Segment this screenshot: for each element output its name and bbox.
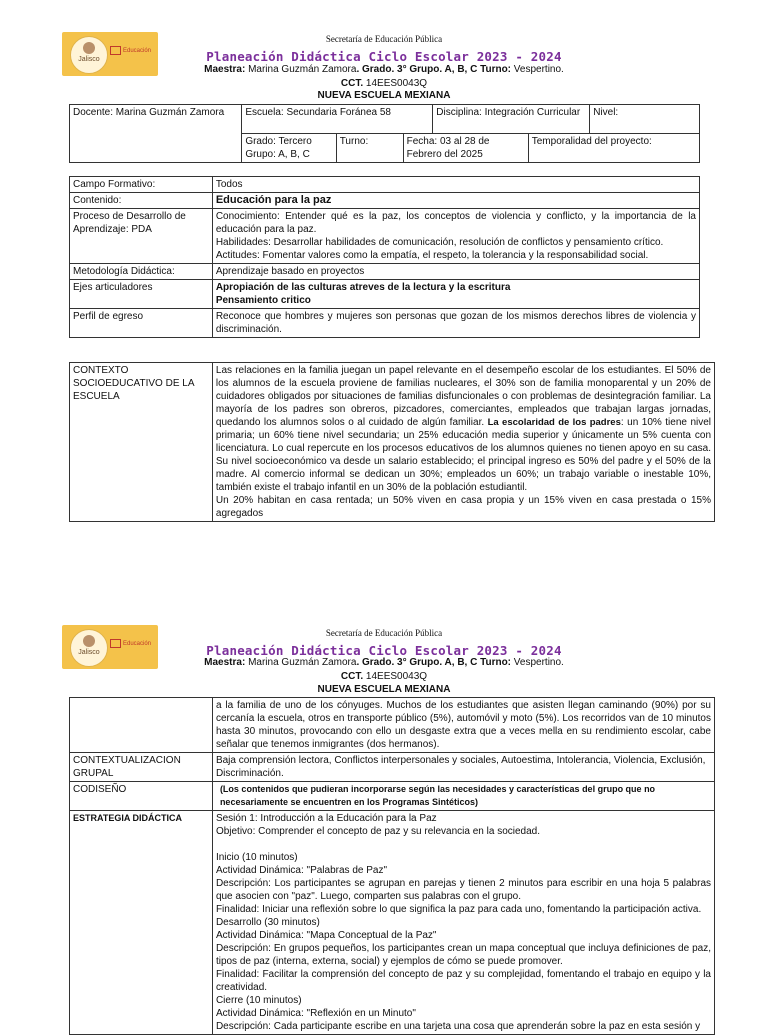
fecha-cell: Fecha: 03 al 28 de Febrero del 2025 [403,134,528,163]
temporalidad-cell: Temporalidad del proyecto: [528,134,699,163]
document-page-2 [0,590,768,1032]
document-title: Planeación Didáctica Ciclo Escolar 2023 - 2024 [206,643,562,658]
contexto-value: Las relaciones en la familia juegan un papel relevante en el desempeño escolar de los estudiantes. El 50% de los alumnos de la escuela proviene de familias nucleares, el 30% son de familia monoparental y un 20% de cuidadores obligados por situaciones de familias disfuncionales o con problemas de desintegración familiar. La mayoría de los padres son obreros, pizcadores, comerciantes, empleados que trabajan largas jornadas, quedando los alumnos solos o al cuidado de algún familiar. La escolaridad de los padres: un 10% tiene nivel primaria; un 60% tiene nivel secundaria; un 25% educación media superior y únicamente un 5% cuenta con licenciatura. Lo cual repercute en los procesos educativos de los alumnos quienes no tienen apoyo en su casa. Su nivel socioeconómico va desde un salario establecido; el principal ingreso es 50% del padre y el 50% de la madre. Al comercio informal se dedican un 30%; empleados un 60%; un trabajo variable o inestable 10%, también existe el trabajo infantil en un 30% de la población estudiantil. Un 20% habitan en casa rentada; un 50% viven en casa propia y un 15% viven en casa prestada o 15% agregados [212,363,714,522]
nivel-cell: Nivel: [590,105,700,134]
ejes-item-1: Apropiación de las culturas atreves de la lectura y la escritura [215,282,511,293]
estrategia-line: Descripción: Cada participante escribe en una tarjeta una cosa que aprenderán sobre la paz en esta sesión y [215,1021,701,1032]
estrategia-value [212,811,714,1035]
campo-formativo-table [69,176,700,338]
estrategia-line: Actividad Dinámica: "Mapa Conceptual de la Paz" [215,930,437,941]
metodologia-label: Metodología Didáctica: [70,264,213,280]
maestra-line: Maestra: Marina Guzmán Zamora. Grado. 3° Grupo. A, B, C Turno: Vespertino. [204,657,564,668]
docente-cell: Docente: Marina Guzmán Zamora [70,105,242,163]
grado-cell: Grado: Tercero Grupo: A, B, C [242,134,336,163]
estrategia-line: Sesión 1: Introducción a la Educación para la Paz [215,813,437,824]
grupal-label: CONTEXTUALIZACION GRUPAL [70,753,213,782]
nem-heading: NUEVA ESCUELA MEXIANA [317,90,451,101]
nem-heading: NUEVA ESCUELA MEXIANA [317,684,451,695]
estrategia-line: Finalidad: Facilitar la comprensión del concepto de paz y su complejidad, fomentando el trabajo en equipo y la creatividad. [215,969,711,993]
contenido-value: Educación para la paz [212,193,699,209]
estrategia-line: Inicio (10 minutos) [215,852,298,863]
planeacion-table [69,697,715,1035]
perfil-value: Reconoce que hombres y mujeres son personas que gozan de los mismos derechos libres de violencia y discriminación. [212,309,699,338]
ejes-label: Ejes articuladores [70,280,213,309]
maestra-line: Maestra: Marina Guzmán Zamora. Grado. 3° Grupo. A, B, C Turno: Vespertino. [204,64,564,75]
estrategia-line: Finalidad: Iniciar una reflexión sobre lo que significa la paz para cada uno, fomentando la participación activa. [215,904,702,915]
estrategia-label: ESTRATEGIA DIDÁCTICA [70,811,213,1035]
turno-cell: Turno: [336,134,403,163]
estrategia-line: Descripción: En grupos pequeños, los participantes crean un mapa conceptual que incluya definiciones de paz, tipos de paz (interna, externa, social) y ejemplos de cómo se puede promover. [215,943,711,967]
ejes-item-2: Pensamiento critico [215,295,311,306]
estrategia-line: Descripción: Los participantes se agrupan en parejas y tienen 2 minutos para escribir en una hoja 5 palabras que asocien con "paz". Luego, comparten sus palabras con el grupo. [215,878,711,902]
cct-line: CCT. 14EES0043Q [340,671,428,682]
estrategia-line: Objetivo: Comprender el concepto de paz y su relevancia en la sociedad. [215,826,541,837]
codiseno-label: CODISEÑO [70,782,213,811]
campo-label: Campo Formativo: [70,177,213,193]
jalisco-seal-icon: Jalisco [70,36,108,74]
campo-value: Todos [212,177,699,193]
document-title: Planeación Didáctica Ciclo Escolar 2023 - 2024 [206,49,562,64]
grupal-value: Baja comprensión lectora, Conflictos interpersonales y sociales, Autoestima, Intolerancia, Violencia, Exclusión, Discriminación. [212,753,714,782]
jalisco-education-logo: Jalisco Educación [62,32,158,76]
pda-habilidades: Habilidades: Desarrollar habilidades de comunicación, resolución de conflictos y pensamiento crítico. [215,237,664,248]
secretaria-heading: Secretaría de Educación Pública [325,34,443,44]
contexto-table [69,362,715,522]
perfil-label: Perfil de egreso [70,309,213,338]
estrategia-line: Cierre (10 minutos) [215,995,302,1006]
metodologia-value: Aprendizaje basado en proyectos [212,264,699,280]
estrategia-line: Desarrollo (30 minutos) [215,917,320,928]
pda-value [212,209,699,264]
contexto-continuation: a la familia de uno de los cónyuges. Muchos de los estudiantes que asisten llegan caminando (90%) por su cercanía la escuela, otros en transporte público (5%), automóvil y moto (5%). Los recorridos van de 10 minutos hasta 30 minutos, provocando con ello un desgaste extra que a veces mella en su rendimiento escolar, cabe señalar que tenemos inmigrantes (dos hermanos). [212,698,714,753]
info-table [69,104,700,163]
contexto-label: CONTEXTO SOCIOEDUCATIVO DE LA ESCUELA [70,363,213,522]
escuela-cell: Escuela: Secundaria Foránea 58 [242,105,433,134]
cct-line: CCT. 14EES0043Q [340,78,428,89]
pda-actitudes: Actitudes: Fomentar valores como la empatía, el respeto, la tolerancia y la responsabilidad social. [215,250,649,261]
contenido-label: Contenido: [70,193,213,209]
ejes-value [212,280,699,309]
estrategia-line [216,838,711,851]
pda-label: Proceso de Desarrollo de Aprendizaje: PDA [70,209,213,264]
pda-conocimiento: Conocimiento: Entender qué es la paz, los conceptos de violencia y conflicto, y la importancia de la educación para la paz. [215,211,696,235]
codiseno-value: (Los contenidos que pudieran incorporarse según las necesidades y características del grupo que no necesariamente se encuentren en los Programas Sintéticos) [212,782,714,811]
jalisco-seal-icon: Jalisco [70,629,108,667]
jalisco-education-logo: Jalisco Educación [62,625,158,669]
estrategia-line: Actividad Dinámica: "Palabras de Paz" [215,865,388,876]
disciplina-cell: Disciplina: Integración Curricular [433,105,590,134]
secretaria-heading: Secretaría de Educación Pública [325,628,443,638]
estrategia-line: Actividad Dinámica: "Reflexión en un Minuto" [215,1008,416,1019]
